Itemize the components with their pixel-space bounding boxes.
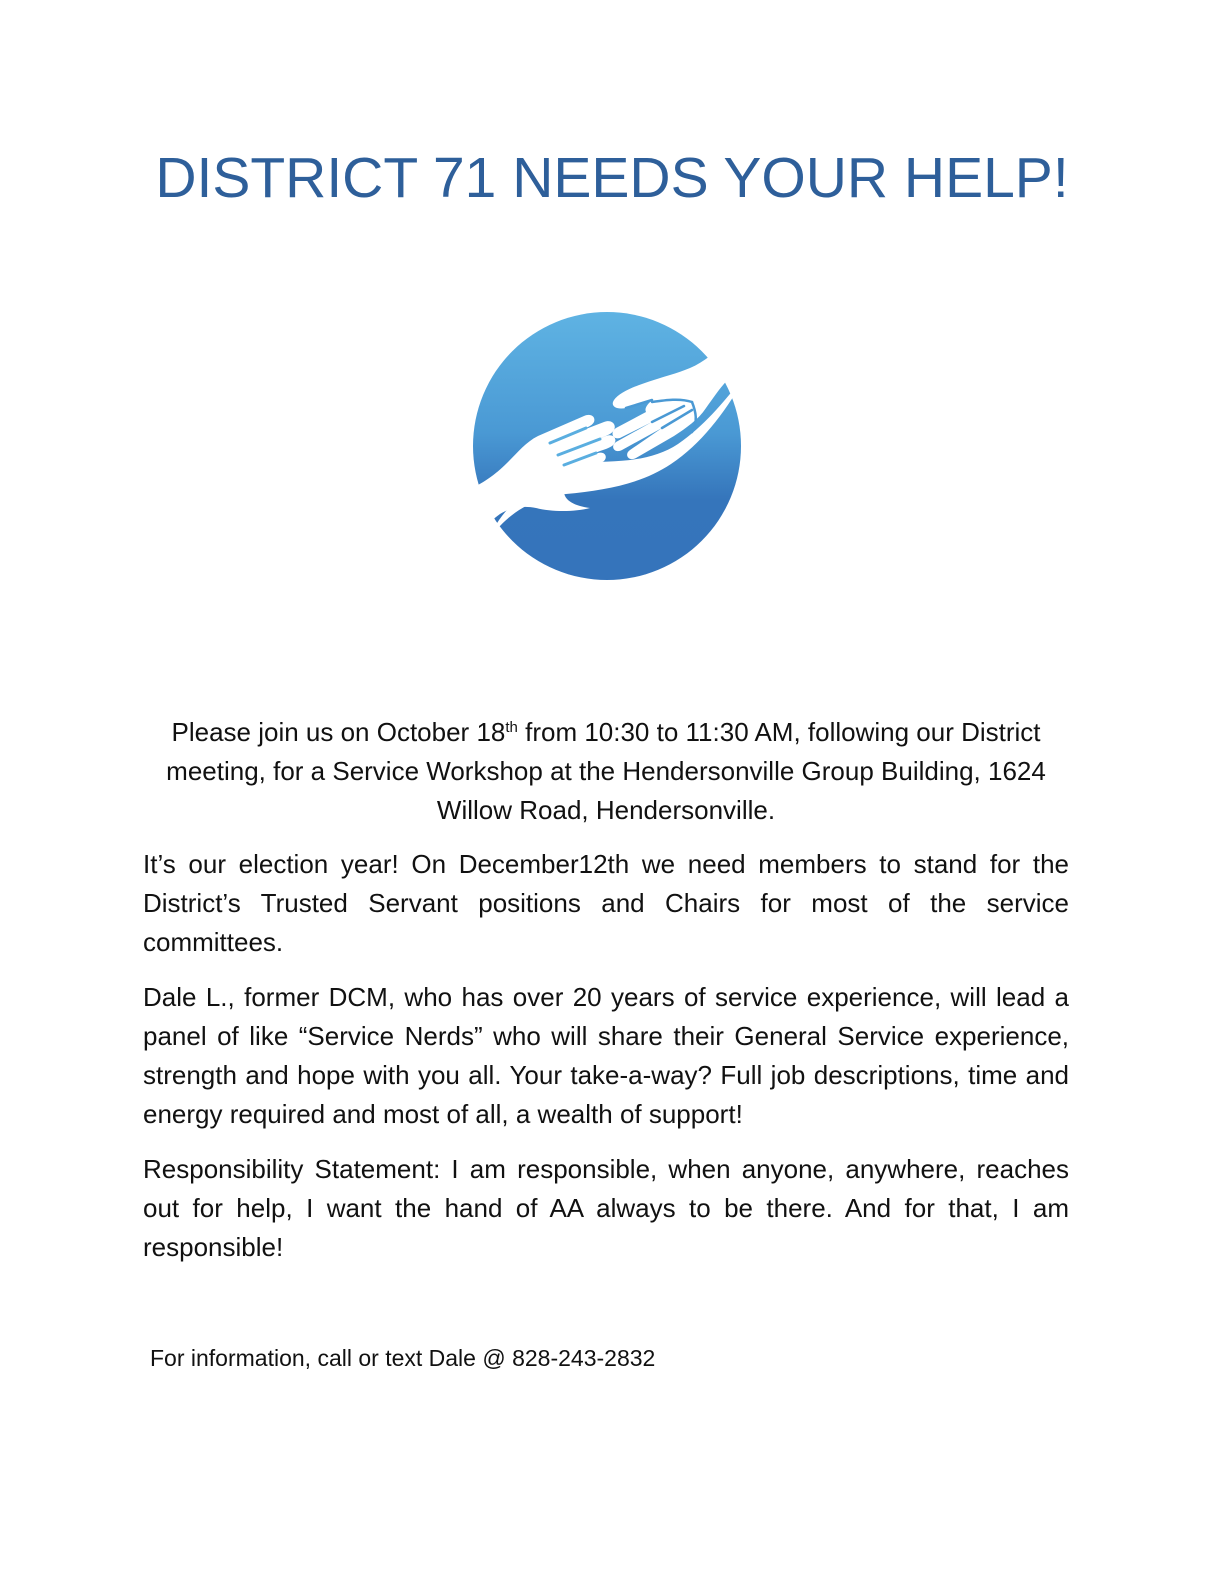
panel-paragraph: Dale L., former DCM, who has over 20 years of service experience, will lead a panel of like “Service Nerds” who will share their General Service experience, strength and hope with you all. Your take-a-way? Full job descriptions, time and energy required and most of all, a wealth of support! [143, 982, 1069, 1129]
page-title: DISTRICT 71 NEEDS YOUR HELP! [155, 146, 1069, 210]
election-paragraph: It’s our election year! On December12th we need members to stand for the District’s Trusted Servant positions and Chairs for most of the service committees. [143, 849, 1069, 957]
event-intro [143, 713, 1069, 830]
helping-hands-icon [466, 312, 756, 582]
intro-date-text: Please join us on October 18 [171, 717, 506, 747]
contact-info: For information, call or text Dale @ 828-243-2832 [150, 1345, 656, 1371]
responsibility-statement: Responsibility Statement: I am responsible, when anyone, anywhere, reaches out for help, I want the hand of AA always to be there. And for that, I am responsible! [143, 1154, 1069, 1262]
intro-details-text: from 10:30 to 11:30 AM, following our District meeting, for a Service Workshop at the Hendersonville Group Building, 1624 Willow Road, Hendersonville. [166, 717, 1046, 825]
date-superscript: th [505, 719, 518, 736]
